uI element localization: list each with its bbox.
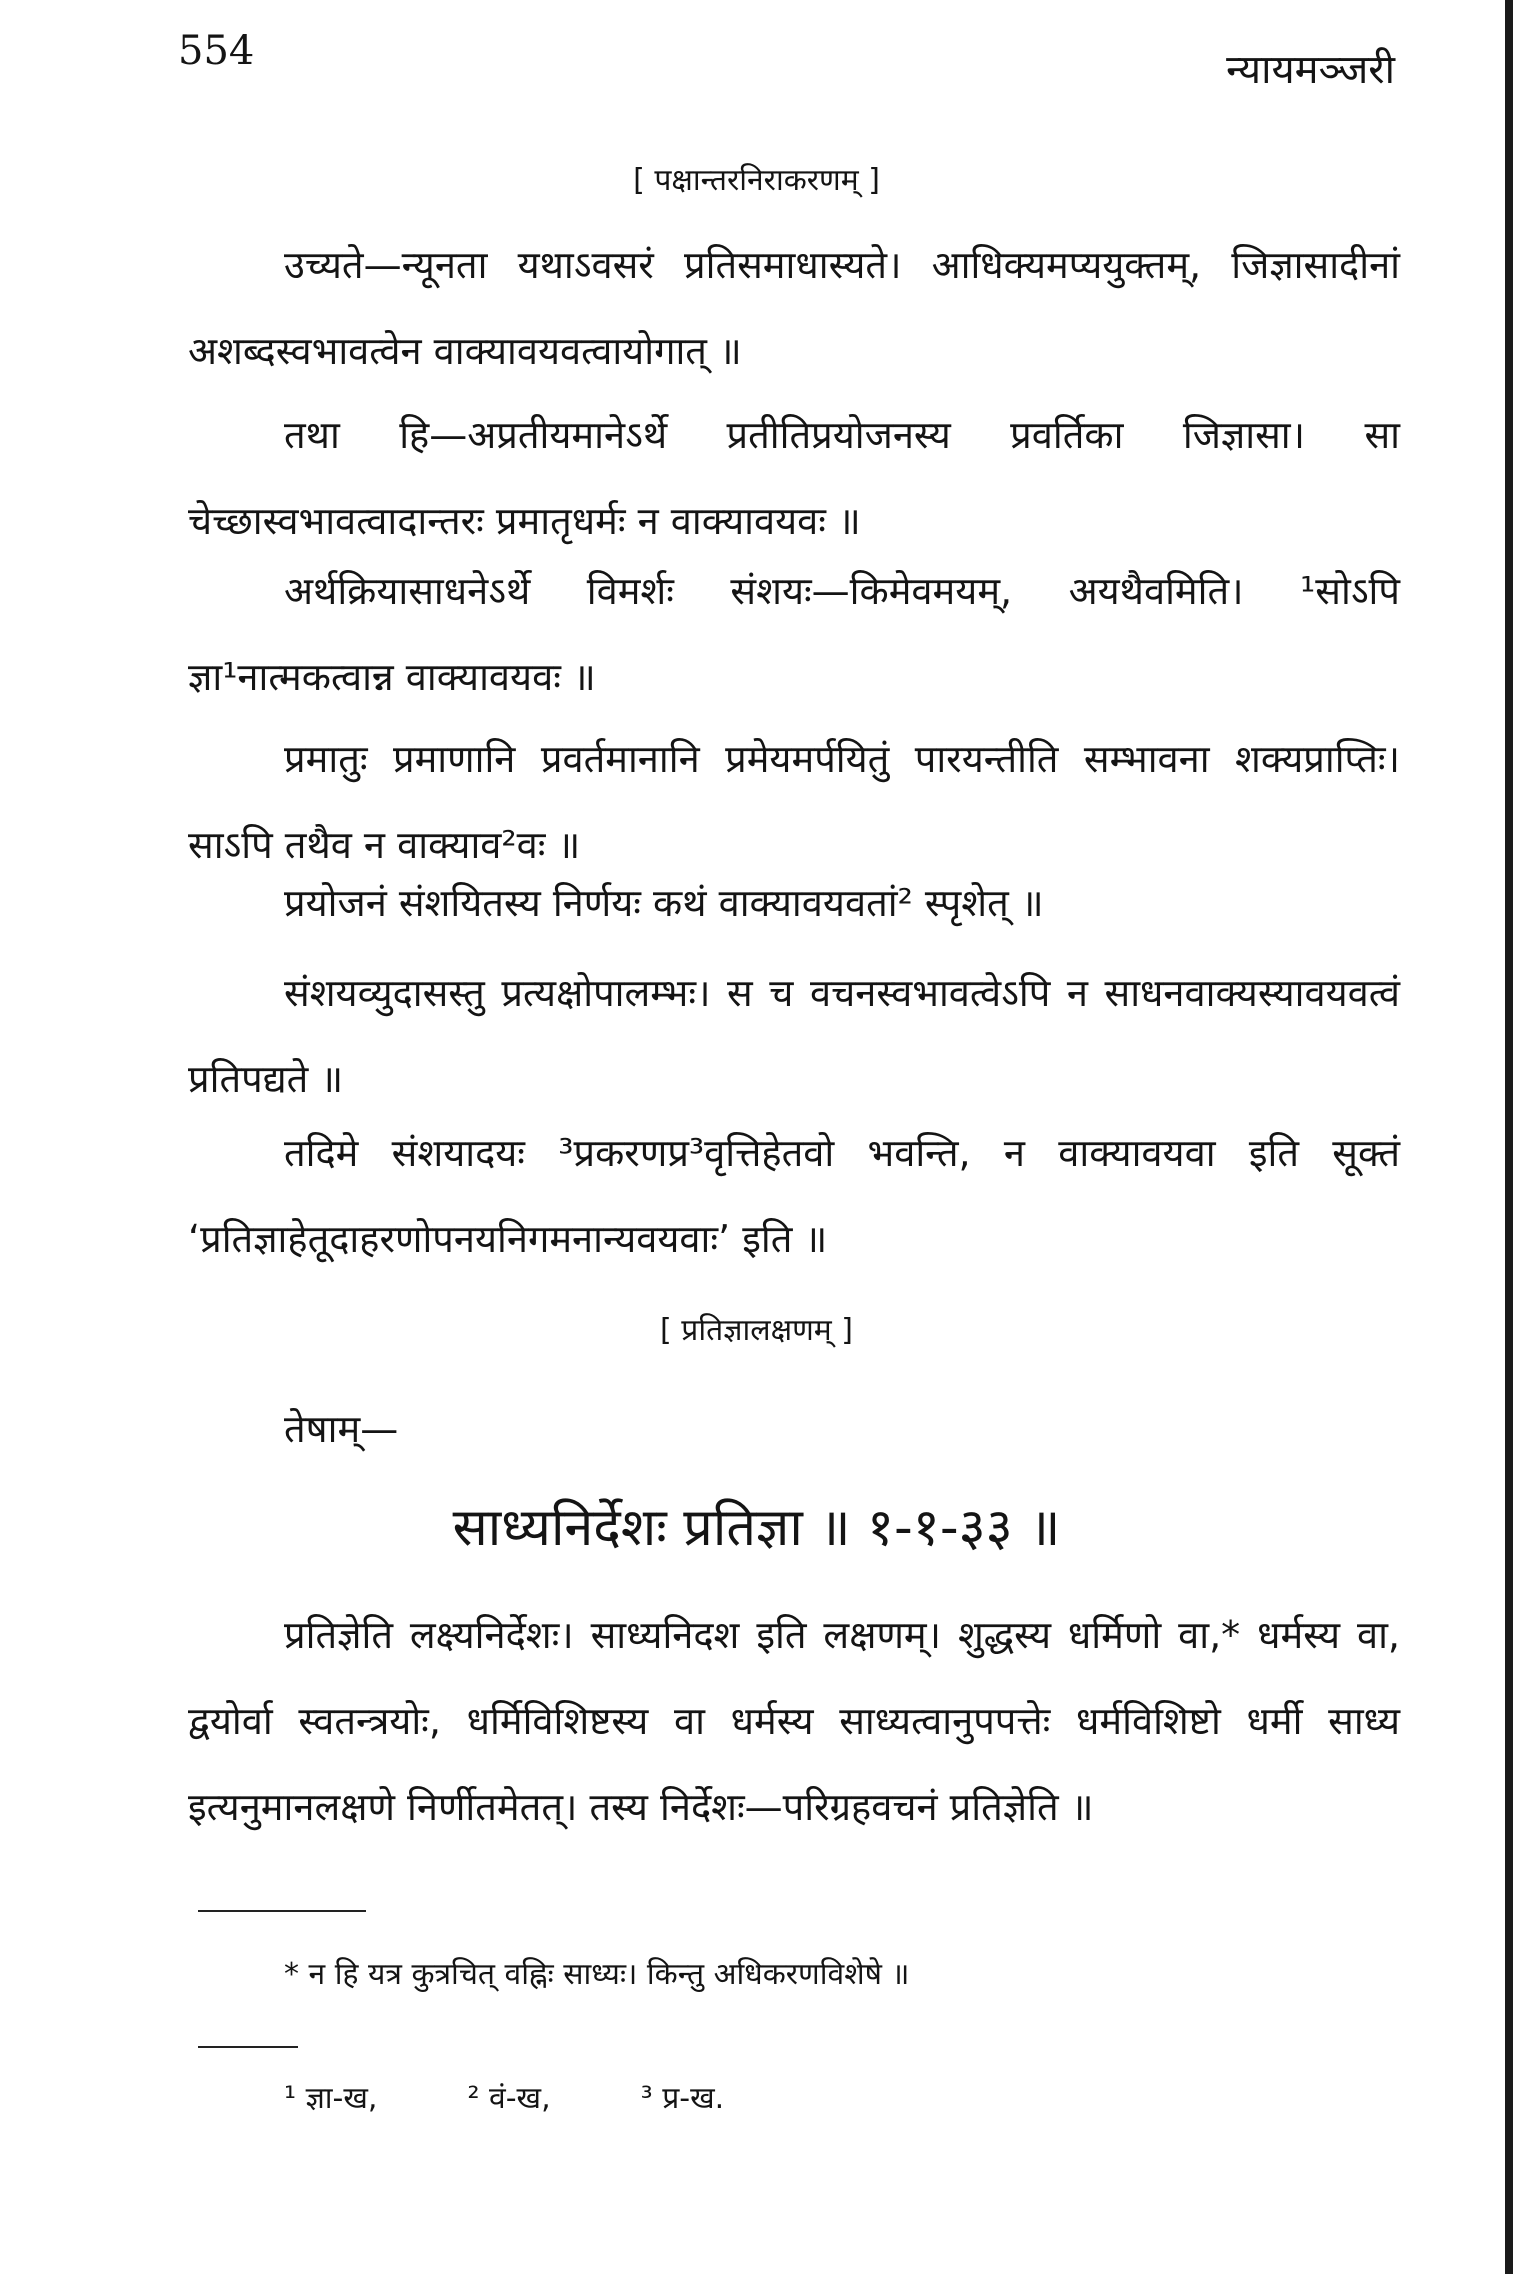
section-heading-2: [ प्रतिज्ञालक्षणम् ] [660,1313,853,1348]
section-heading-1: [ पक्षान्तरनिराकरणम् ] [633,163,880,198]
footnote: * न हि यत्र कुत्रचित् वह्निः साध्यः। किन्तु अधिकरणविशेषे ॥ [284,1957,910,1992]
binding-edge-rule [1505,0,1513,2274]
variants-separator-rule [198,2046,298,2048]
variant-readings [284,2076,724,2117]
paragraph-1: उच्यते—न्यूनता यथाऽवसरं प्रतिसमाधास्यते। आधिक्यमप्ययुक्तम्, जिज्ञासादीनां अशब्दस्वभावत्वेन वाक्यावयवत्वायोगात् ॥ [188,243,1400,373]
tesham-line: तेषाम्— [284,1407,399,1451]
paragraph-4: प्रमातुः प्रमाणानि प्रवर्तमानानि प्रमेयमर्पयितुं पारयन्तीति सम्भावना शक्यप्राप्तिः। साऽपि तथैव न वाक्याव²वः ॥ [188,737,1400,867]
paragraph-5: प्रयोजनं संशयितस्य निर्णयः कथं वाक्यावयवतां² स्पृशेत् ॥ [284,881,1044,925]
paragraph-6: संशयव्युदासस्तु प्रत्यक्षोपालम्भः। स च वचनस्वभावत्वेऽपि न साधनवाक्यस्यावयवत्वं प्रतिपद्यते ॥ [188,971,1400,1101]
paragraph-2: तथा हि—अप्रतीयमानेऽर्थे प्रतीतिप्रयोजनस्य प्रवर्तिका जिज्ञासा। सा चेच्छास्वभावत्वादान्तरः प्रमातृधर्मः न वाक्यावयवः ॥ [188,413,1400,543]
paragraph-7: तदिमे संशयादयः ³प्रकरणप्र³वृत्तिहेतवो भवन्ति, न वाक्यावयवा इति सूक्तं ‘प्रतिज्ञाहेतूदाहरणोपनयनिगमनान्यवयवाः’ इति ॥ [188,1131,1400,1261]
variant-reading-1: ¹ ज्ञा-ख, [284,2081,378,2116]
variant-reading-3: ³ प्र-ख. [640,2081,725,2116]
variant-reading-2: ² वं-ख, [467,2081,551,2116]
footnote-separator-rule [198,1910,366,1912]
sutra-line: साध्यनिर्देशः प्रतिज्ञा ॥ १-१-३३ ॥ [452,1498,1061,1558]
running-title: न्यायमञ्जरी [1226,47,1395,93]
paragraph-3: अर्थक्रियासाधनेऽर्थे विमर्शः संशयः—किमेवमयम्, अयथैवमिति। ¹सोऽपि ज्ञा¹नात्मकत्वान्न वाक्यावयवः ॥ [188,569,1400,699]
page-number: 554 [178,28,255,74]
commentary-paragraph: प्रतिज्ञेति लक्ष्यनिर्देशः। साध्यनिदश इति लक्षणम्। शुद्धस्य धर्मिणो वा,* धर्मस्य वा, द्वयोर्वा स्वतन्त्रयोः, धर्मिविशिष्टस्य वा धर्मस्य साध्यत्वानुपपत्तेः धर्मविशिष्टो धर्मी साध्य इत्यनुमानलक्षणे निर्णीतमेतत्। तस्य निर्देशः—परिग्रहवचनं प्रतिज्ञेति ॥ [188,1613,1400,1829]
